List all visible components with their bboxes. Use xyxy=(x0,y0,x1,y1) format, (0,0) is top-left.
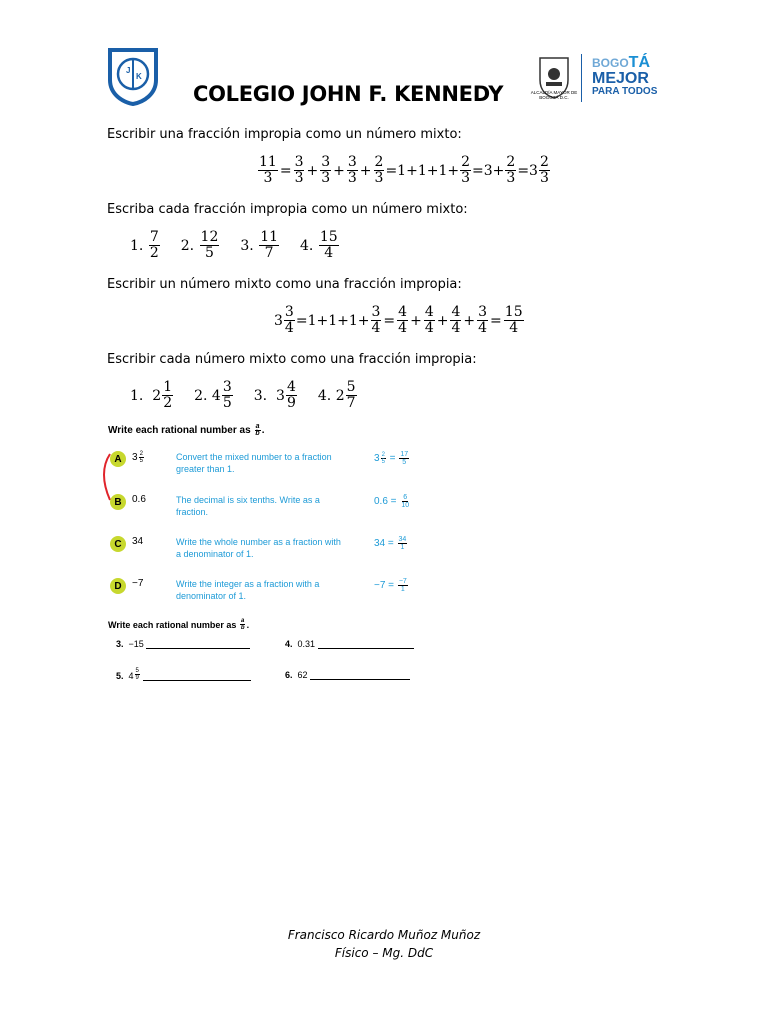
fraction: $\frac{3}{4}$ xyxy=(478,304,488,336)
fraction: $\frac{3}{3}$ xyxy=(294,154,304,186)
example-explanation: Write the whole number as a fraction with a denominator of 1. xyxy=(176,537,341,559)
brand-logo xyxy=(592,55,657,97)
answer-line[interactable] xyxy=(146,639,250,649)
example-b: B 0.6 The decimal is six tenths. Write as a fraction. 0.6 = $\frac{6}{10}$ xyxy=(110,494,430,518)
exercise-heading: Write each rational number as $\frac{a}{b}$ . xyxy=(108,618,250,631)
example-a: A 3 $\frac{2}{5}$ Convert the mixed number to a fraction greater than 1. 3 $\frac{2}{5}$ = $\frac{17}{5}$ xyxy=(110,451,430,475)
example-badge: A xyxy=(110,451,126,467)
answer-line[interactable] xyxy=(310,670,410,680)
example-explanation: The decimal is six tenths. Write as a fraction. xyxy=(176,495,320,517)
brand-word-a: BOGO xyxy=(592,56,629,70)
example-badge: B xyxy=(110,494,126,510)
fraction: $\frac{2}{3}$ xyxy=(506,154,516,186)
list-item: 1. 2 $\frac{1}{2}$ xyxy=(130,379,173,411)
example-badge: D xyxy=(110,578,126,594)
example-c: C 34 Write the whole number as a fraction with a denominator of 1. 34 = $\frac{34}{1}$ xyxy=(110,536,430,560)
school-logo xyxy=(106,46,160,106)
exercise-3: 3. −15 xyxy=(116,639,250,649)
logo-divider xyxy=(581,54,582,102)
fraction: $\frac{3}{4}$ xyxy=(284,304,294,336)
brand-word-b: TÁ xyxy=(628,54,650,71)
fraction: $\frac{4}{4}$ xyxy=(451,304,461,336)
example-badge: C xyxy=(110,536,126,552)
textbook-heading: Write each rational number as $\frac{a}{b}$ . xyxy=(108,423,265,437)
instruction-2: Escriba cada fracción impropia como un número mixto: xyxy=(107,202,468,217)
fraction: $\frac{2}{3}$ xyxy=(374,154,384,186)
fraction: $\frac{2}{3}$ xyxy=(461,154,471,186)
fraction: $\frac{2}{3}$ xyxy=(539,154,549,186)
example-explanation: Write the integer as a fraction with a denominator of 1. xyxy=(176,579,320,601)
exercise-5: 5. 4 $\frac{5}{9}$ xyxy=(116,668,251,681)
list-item: 2. 4 $\frac{3}{5}$ xyxy=(194,379,232,411)
list-item: 2. $\frac{12}{5}$ xyxy=(180,229,219,261)
instruction-3: Escribir un número mixto como una fracción impropia: xyxy=(107,277,462,292)
example-explanation: Convert the mixed number to a fraction greater than 1. xyxy=(176,452,332,474)
list-item: 1. $\frac{7}{2}$ xyxy=(130,229,159,261)
exercise-6: 6. 62 xyxy=(285,670,410,680)
answer-line[interactable] xyxy=(318,639,414,649)
list-item: 4. $\frac{15}{4}$ xyxy=(300,229,338,261)
example-d: D −7 Write the integer as a fraction with a denominator of 1. −7 = $\frac{-7}{1}$ xyxy=(110,578,430,602)
brand-word-para-todos: PARA TODOS xyxy=(592,86,658,97)
fraction: $\frac{3}{3}$ xyxy=(321,154,331,186)
equation-1: $\frac{11}{3}$ = $\frac{3}{3}$ + $\frac{3}{3}$ + $\frac{3}{3}$ + $\frac{2}{3}$ =1+1+1+ $\frac{2}{3}$ =3+ $\frac{2}{3}$ =3 $\frac{2}{3}$ xyxy=(259,154,549,186)
fraction: $\frac{4}{4}$ xyxy=(424,304,434,336)
svg-text:K: K xyxy=(136,72,142,81)
fraction: $\frac{15}{4}$ xyxy=(504,304,523,336)
list-item: 3. $\frac{11}{7}$ xyxy=(240,229,279,261)
fraction: $\frac{3}{4}$ xyxy=(371,304,381,336)
list-item: 4. 2 $\frac{5}{7}$ xyxy=(317,379,356,411)
fraction: $\frac{11}{3}$ xyxy=(259,154,277,186)
equation-3: 3 $\frac{3}{4}$ =1+1+1+ $\frac{3}{4}$ = $\frac{4}{4}$ + $\frac{4}{4}$ + $\frac{4}{4}$ + $\frac{3}{4}$ = $\frac{15}{4}$ xyxy=(274,304,523,336)
city-hall-label: ALCALDÍA MAYOR DE BOGOTÁ D.C. xyxy=(530,90,578,100)
footer-credentials: Físico – Mg. DdC xyxy=(334,946,434,960)
footer-author: Francisco Ricardo Muñoz Muñoz xyxy=(287,928,481,942)
exercise-list-4 xyxy=(130,380,378,411)
exercise-list-2 xyxy=(130,230,360,261)
instruction-4: Escribir cada número mixto como una fracción impropia: xyxy=(107,352,477,367)
svg-text:J: J xyxy=(126,66,131,75)
answer-line[interactable] xyxy=(143,671,251,681)
exercise-4: 4. 0.31 xyxy=(285,639,414,649)
fraction: $\frac{3}{3}$ xyxy=(347,154,357,186)
brand-word-mejor: MEJOR xyxy=(592,70,649,87)
list-item: 3. 3 $\frac{4}{9}$ xyxy=(253,379,296,411)
fraction: $\frac{4}{4}$ xyxy=(398,304,408,336)
page-title: COLEGIO JOHN F. KENNEDY xyxy=(193,82,504,106)
instruction-1: Escribir una fracción impropia como un número mixto: xyxy=(107,127,462,142)
